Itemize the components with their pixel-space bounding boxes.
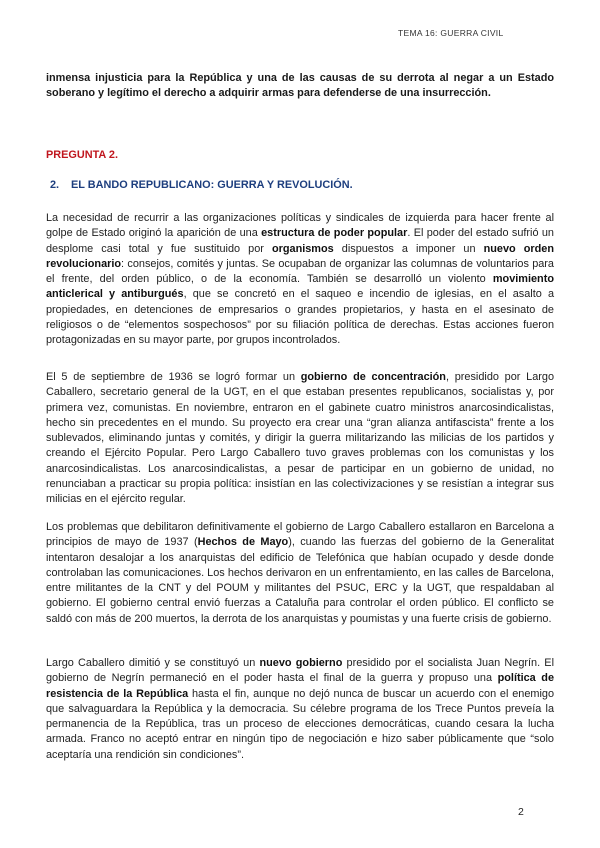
- page-number: 2: [518, 806, 524, 818]
- section-title-text: EL BANDO REPUBLICANO: GUERRA Y REVOLUCIÓN.: [71, 179, 353, 191]
- bold-term: Hechos de Mayo: [197, 536, 289, 549]
- section-title: [46, 179, 353, 191]
- question-title: PREGUNTA 2.: [46, 149, 119, 161]
- bold-term: organismos: [271, 242, 334, 255]
- text-run: ), cuando las fuerzas del gobierno de la Generalitat intentaron desalojar a los anarquistas del edificio de Telefónica que habían ocupado y desde donde controlaban las comunicaciones. Los hechos derivaron en un enfrentamiento, en las calles de Barcelona, entre militantes de la CNT y del POUM y militantes del PSUC, ERC y la UGT, que respaldaban al gobierno. El gobierno central envió fuerzas a Cataluña para controlar el orden público. El conflicto se saldó con más de 200 muertos, la derrota de los anarquistas y poumistas y una fuerte crisis de gobierno.: [46, 536, 554, 625]
- paragraph-may-events: [46, 520, 554, 627]
- text-run: El 5 de septiembre de 1936 se logró formar un: [46, 371, 301, 383]
- intro-paragraph: inmensa injusticia para la República y una de las causas de su derrota al negar a un Estado soberano y legítimo el derecho a adquirir armas para defenderse de una insurrección.: [46, 72, 554, 100]
- bold-term: movimiento anticlerical y antiburgués: [46, 273, 554, 301]
- bold-term: nuevo orden revolucionario: [46, 242, 554, 270]
- paragraph-negrin-government: [46, 656, 554, 763]
- text-run: : consejos, comités y juntas. Se ocupaban de organizar las columnas de voluntarios para el frente, del orden público, o de la economía. También se desarrolló un violento: [46, 257, 554, 286]
- bold-term: nuevo gobierno: [259, 657, 343, 669]
- paragraph-largo-caballero-government: [46, 370, 554, 508]
- text-run: hasta el fin, aunque no dejó nunca de buscar un acuerdo con el enemigo que salvaguardara la República y la democracia. Su célebre programa de los Trece Puntos preveía la permanencia de la República, tras un proceso de elecciones democráticas, cuando cesara la lucha armada. Franco no aceptó entrar en ningún tipo de negociación e hizo saber públicamente que “solo aceptaría una rendición sin condiciones”.: [46, 687, 554, 761]
- text-run: presidido por el socialista Juan Negrín. El gobierno de Negrín permaneció en el poder hasta el final de la guerra y propuso una: [46, 657, 554, 685]
- bold-term: gobierno de concentración: [300, 371, 446, 383]
- text-run: Largo Caballero dimitió y se constituyó un: [46, 657, 260, 669]
- paragraph-popular-power: [46, 211, 554, 349]
- text-run: La necesidad de recurrir a las organizaciones políticas y sindicales de izquierda para hacer frente al golpe de Estado originó la aparición de una: [46, 212, 554, 240]
- bold-term: política de resistencia de la República: [46, 672, 554, 700]
- text-run: . El poder del estado sufrió un desplome casi total y fue sustituido por: [46, 227, 554, 255]
- bold-term: estructura de poder popular: [261, 227, 408, 240]
- section-number: 2.: [50, 179, 60, 191]
- text-run: , presidido por Largo Caballero, secretario general de la UGT, en el que estaban presentes republicanos, socialistas y, por primera vez, comunistas. En noviembre, entraron en el gabinete cuatro ministros anarcosindicalistas, hecho sin precedentes en el mundo. Su proyecto era crear una “gran alianza antifascista” frente a los sublevados, eliminando juntas y comités, y dirigir la guerra militarizando las milicias de los partidos y creando el Ejército Popular. Pero Largo Caballero tuvo graves problemas con los comunistas y los anarcosindicalistas. Los anarcosindicalistas, a pesar de participar en un gobierno de unidad, no renunciaban a practicar su propia política: insistían en las colectivizaciones y se resistían a integrar sus milicias en el ejército regular.: [46, 371, 554, 506]
- text-run: Los problemas que debilitaron definitivamente el gobierno de Largo Caballero estallaron en Barcelona a principios de mayo de 1937 (: [46, 521, 554, 549]
- text-run: , que se concretó en el saqueo e incendio de iglesias, en el asalto a propiedades, en detenciones de empresarios o grandes propietarios, y hasta en el asesinato de religiosos o de “elementos sospechosos” por su filiación política de derechas. Estas acciones fueron protagonizadas en su mayor parte, por grupos incontrolados.: [46, 288, 554, 347]
- text-run: dispuestos a imponer un: [333, 242, 484, 255]
- running-header: TEMA 16: GUERRA CIVIL: [398, 28, 504, 38]
